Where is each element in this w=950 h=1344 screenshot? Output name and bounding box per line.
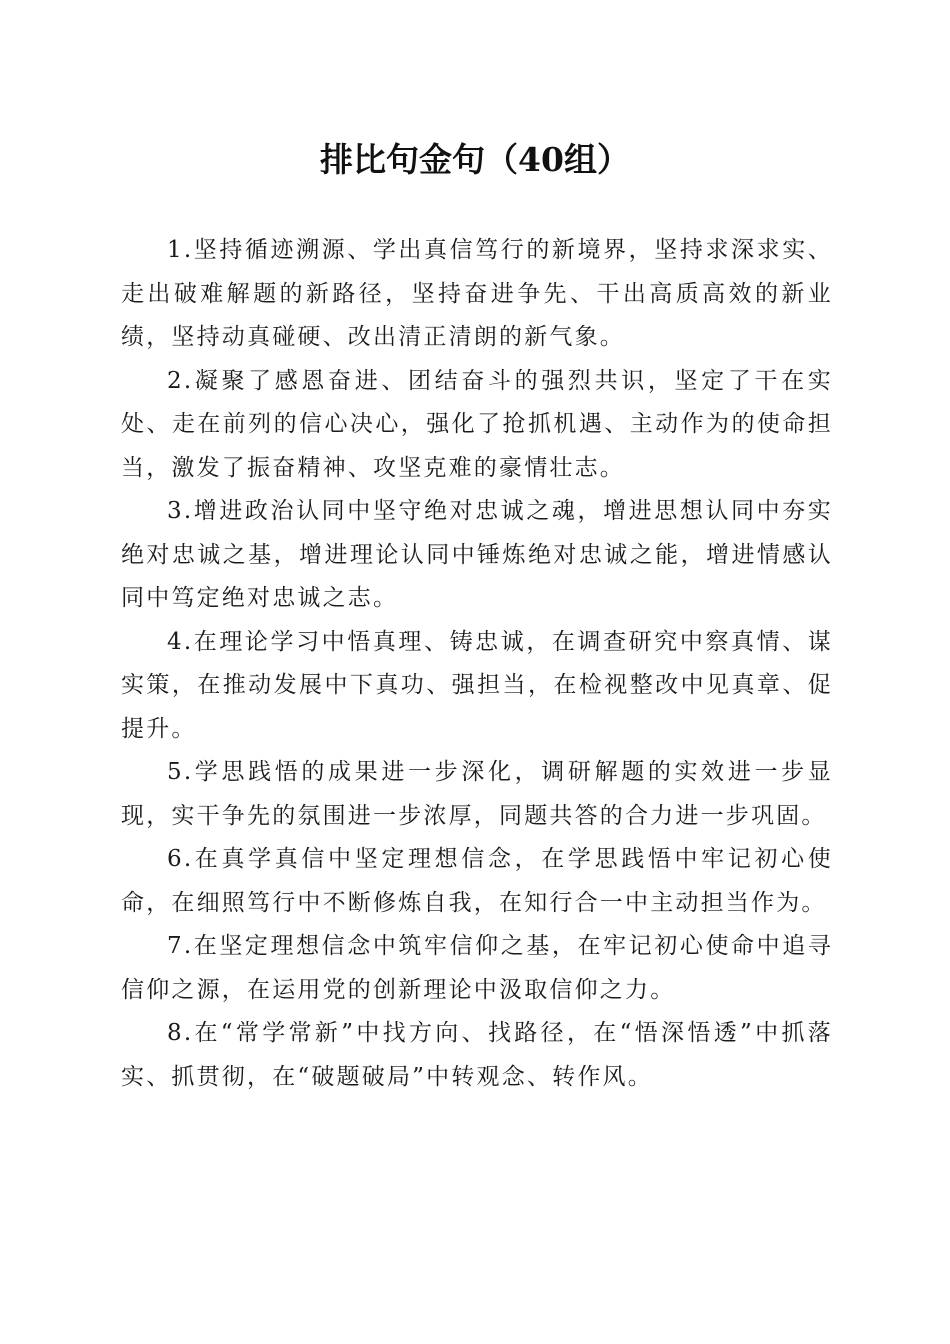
paragraph-8: 8.在“常学常新”中找方向、找路径，在“悟深悟透”中抓落实、抓贯彻，在“破题破局”中转观念、转作风。 [121, 1020, 833, 1090]
paragraph-2: 2.凝聚了感恩奋进、团结奋斗的强烈共识，坚定了干在实处、走在前列的信心决心，强化了抢抓机遇、主动作为的使命担当，激发了振奋精神、攻坚克难的豪情壮志。 [121, 367, 833, 481]
paragraph-5: 5.学思践悟的成果进一步深化，调研解题的实效进一步显现，实干争先的氛围进一步浓厚，同题共答的合力进一步巩固。 [121, 759, 833, 829]
paragraph-4: 4.在理论学习中悟真理、铸忠诚，在调查研究中察真情、谋实策，在推动发展中下真功、强担当，在检视整改中见真章、促提升。 [121, 628, 833, 742]
document-body [121, 229, 833, 1099]
paragraph-6: 6.在真学真信中坚定理想信念，在学思践悟中牢记初心使命，在细照笃行中不断修炼自我，在知行合一中主动担当作为。 [121, 846, 833, 916]
paragraph-7: 7.在坚定理想信念中筑牢信仰之基，在牢记初心使命中追寻信仰之源，在运用党的创新理论中汲取信仰之力。 [121, 933, 833, 1003]
paragraph-1: 1.坚持循迹溯源、学出真信笃行的新境界，坚持求深求实、走出破难解题的新路径，坚持奋进争先、干出高质高效的新业绩，坚持动真碰硬、改出清正清朗的新气象。 [121, 237, 833, 350]
page-title: 排比句金句（40组） [320, 140, 630, 179]
paragraph-3: 3.增进政治认同中坚守绝对忠诚之魂，增进思想认同中夯实绝对忠诚之基，增进理论认同中锤炼绝对忠诚之能，增进情感认同中笃定绝对忠诚之志。 [121, 498, 833, 611]
